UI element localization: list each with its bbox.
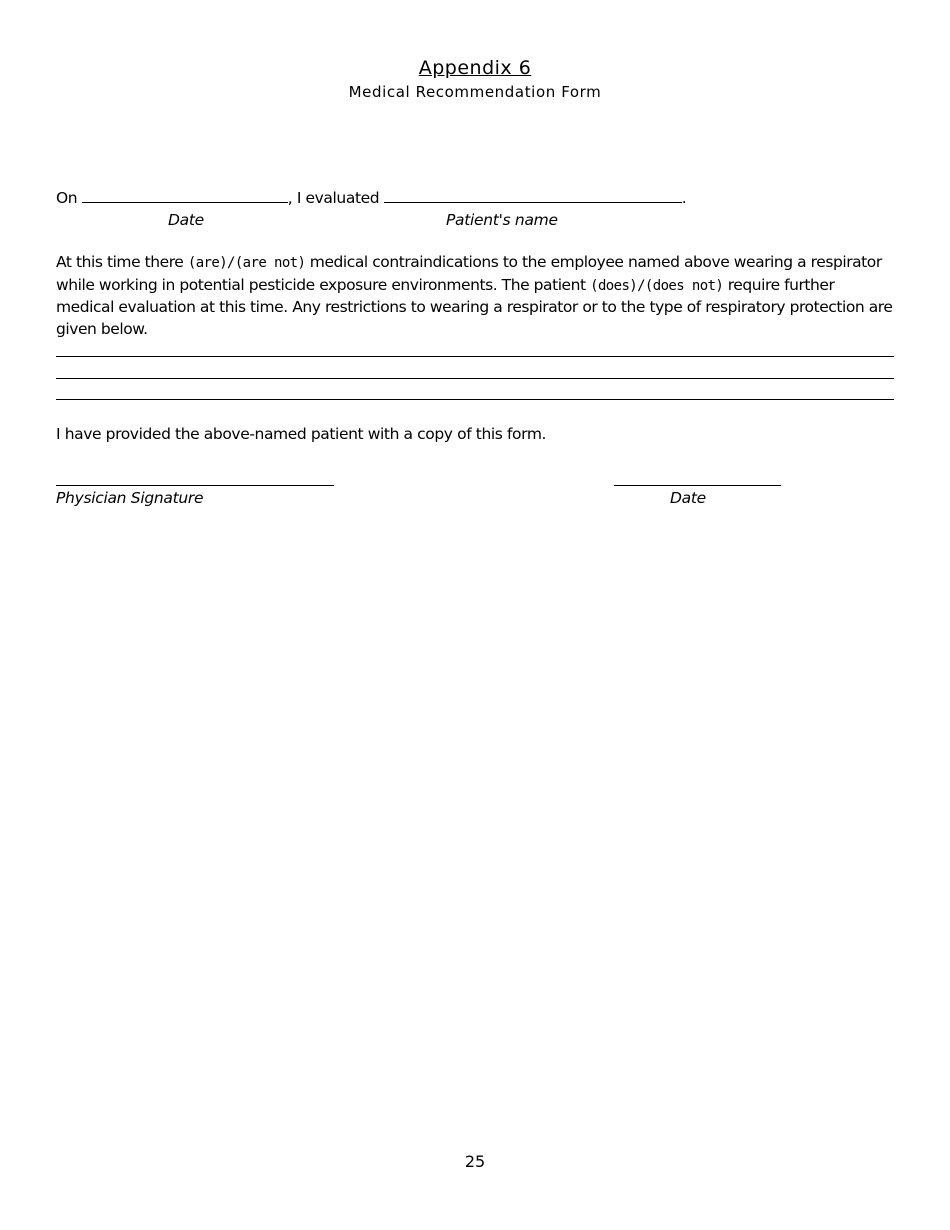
contraindications-paragraph <box>56 252 896 340</box>
evaluation-suffix: . <box>681 189 687 207</box>
physician-signature-caption: Physician Signature <box>56 489 204 507</box>
acknowledgement-text: I have provided the above-named patient with a copy of this form. <box>56 425 547 443</box>
evaluation-date-caption: Date <box>168 211 204 229</box>
contraindications-text-2: medical contraindications to the employee named above wearing a respirator while working in potential pesticide exposure environments. The patient <box>56 253 882 294</box>
evaluation-prefix: On <box>56 189 78 207</box>
restrictions-line-2[interactable] <box>56 378 894 379</box>
signature-date-caption: Date <box>670 489 706 507</box>
evaluation-middle: , I evaluated <box>287 189 380 207</box>
evaluation-date-blank[interactable] <box>82 188 288 203</box>
page-number: 25 <box>464 1152 486 1171</box>
restrictions-line-1[interactable] <box>56 356 894 357</box>
contraindications-text-1: At this time there <box>56 253 188 271</box>
are-option: (are)/(are not) <box>187 255 306 271</box>
patient-name-blank[interactable] <box>384 188 682 203</box>
evaluation-line <box>56 188 686 209</box>
patient-name-caption: Patient's name <box>446 211 558 229</box>
contraindications-text-3: require further medical evaluation at this time. Any restrictions to wearing a respirator or to the type of respiratory protection are given below. <box>56 275 893 338</box>
signature-date-line[interactable] <box>614 485 781 486</box>
physician-signature-line[interactable] <box>56 485 334 486</box>
does-option: (does)/(does not) <box>590 277 724 294</box>
form-subtitle: Medical Recommendation Form <box>348 83 602 101</box>
form-title: Appendix 6 <box>418 57 532 79</box>
restrictions-line-3[interactable] <box>56 399 894 400</box>
